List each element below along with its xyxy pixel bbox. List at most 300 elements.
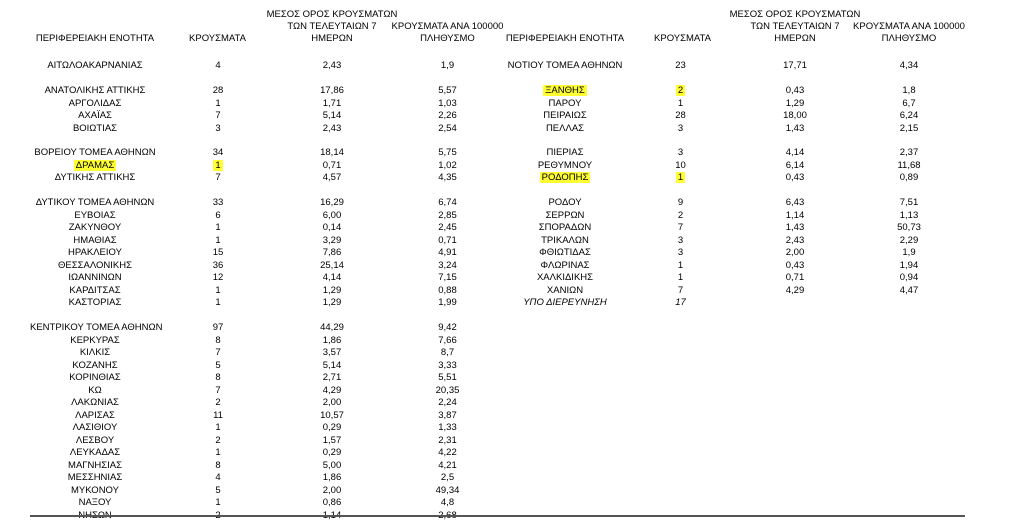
left-cell-region [30,410,160,422]
left-cell-cases-text: 15 [212,247,224,258]
right-table-row [0,260,1014,272]
left-cell-avg-text: 2,71 [322,372,342,383]
left-cell-avg-text: 17,86 [320,85,344,96]
left-cell-region-text: ΛΕΣΒΟΥ [75,435,115,446]
right-cell-avg [725,123,865,135]
left-cell-region-text: ΔΥΤΙΚΗΣ ΑΤΤΙΚΗΣ [54,172,136,183]
left-cell-cases [188,422,248,434]
right-cell-per100k [845,272,973,284]
left-cell-per100k-text: 4,22 [438,447,457,458]
left-cell-region [30,322,163,334]
right-cell-cases [648,285,713,297]
left-cell-per100k-text: 3,87 [438,410,457,421]
left-cell-region [30,372,160,384]
left-table-row [0,485,1014,497]
left-cell-cases-text: 8 [215,460,221,471]
left-header-avg: ΜΕΣΟΣ ΟΡΟΣ ΚΡΟΥΣΜΑΤΩΝ ΤΩΝ ΤΕΛΕΥΤΑΙΩΝ 7 ΗΜΕΡΩΝ [266,9,398,44]
left-cell-per100k-text: 9,42 [438,322,457,333]
right-cell-per100k-text: 1,13 [899,210,919,221]
right-cell-cases-text: 10 [675,160,686,171]
left-cell-per100k [385,410,510,422]
left-header-region: ΠΕΡΙΦΕΡΕΙΑΚΗ ΕΝΟΤΗΤΑ [35,33,155,44]
left-cell-avg [262,360,402,372]
left-cell-per100k-text: 6,74 [438,197,457,208]
right-cell-avg [725,85,865,97]
left-cell-cases-text: 4 [215,60,221,71]
left-table-row [0,372,1014,384]
left-cell-cases [188,385,248,397]
right-table-row [0,123,1014,135]
right-cell-region-text: ΤΡΙΚΑΛΩΝ [541,235,589,246]
left-cell-region [30,360,160,372]
left-table-row [0,397,1014,409]
left-cell-region-text: ΒΟΙΩΤΙΑΣ [72,123,118,134]
right-cell-per100k [845,260,973,272]
right-cell-region [500,172,630,184]
right-cell-cases-text: 28 [675,110,686,121]
left-cell-per100k-text: 5,57 [438,85,457,96]
left-cell-cases [188,360,248,372]
left-cell-cases [188,497,248,509]
left-cell-region-text: ΚΟΡΙΝΘΙΑΣ [69,372,121,383]
right-cell-avg [725,147,865,159]
left-cell-cases-text: 1 [215,497,221,508]
right-cell-region-text: ΧΑΝΙΩΝ [546,285,584,296]
right-cell-avg [725,260,865,272]
left-cell-avg [262,397,402,409]
right-cell-cases [648,222,713,234]
left-cell-avg [262,385,402,397]
right-cell-per100k-text: 6,24 [899,110,919,121]
left-cell-cases-text: 1 [215,98,221,109]
right-cell-region-text: ΡΟΔΟΠΗΣ [541,172,589,183]
left-cell-region-text: ΕΥΒΟΙΑΣ [74,210,116,221]
right-cell-per100k [845,297,973,309]
left-cell-avg [262,460,402,472]
left-cell-region-text: ΔΥΤΙΚΟΥ ΤΟΜΕΑ ΑΘΗΝΩΝ [35,197,155,208]
left-cell-region [30,335,160,347]
left-cell-region [30,472,160,484]
right-cell-avg [725,297,865,309]
right-cell-region-text: ΠΕΙΡΑΙΩΣ [543,110,587,121]
right-cell-avg-text: 2,43 [785,235,805,246]
left-cell-cases-text: 34 [212,147,224,158]
right-cell-cases-text: 3 [677,247,684,258]
right-table-row [0,210,1014,222]
left-cell-avg-text: 3,57 [322,347,342,358]
left-cell-per100k [385,372,510,384]
left-cell-region-text: ΑΙΤΩΛΟΑΚΑΡΝΑΝΙΑΣ [47,60,143,71]
left-cell-per100k-text: 4,35 [438,172,457,183]
left-cell-region-text: ΑΡΓΟΛΙΔΑΣ [68,98,122,109]
right-cell-region-text: ΝΟΤΙΟΥ ΤΟΜΕΑ ΑΘΗΝΩΝ [507,60,623,71]
left-cell-per100k-text: 2,54 [438,123,457,134]
right-cell-cases [648,247,713,259]
left-cell-region [30,447,160,459]
right-table-row [0,235,1014,247]
right-table-row [0,60,1014,72]
left-cell-avg [262,322,402,334]
left-cell-cases-text: 8 [215,335,221,346]
left-cell-region-text: ΑΧΑΪΑΣ [78,110,112,121]
left-cell-cases-text: 1 [215,160,221,171]
left-cell-avg [262,485,402,497]
left-table-row [0,347,1014,359]
right-cell-per100k [845,160,973,172]
left-cell-per100k [385,422,510,434]
left-cell-per100k [385,385,510,397]
left-cell-cases [188,397,248,409]
right-cell-avg [725,210,865,222]
right-cell-per100k-text: 0,89 [899,172,919,183]
right-cell-per100k-text: 6,7 [902,98,916,109]
left-cell-region-text: ΜΑΓΝΗΣΙΑΣ [68,460,122,471]
left-cell-region [30,435,160,447]
left-cell-cases-text: 6 [215,210,221,221]
left-cell-avg-text: 25,14 [320,260,344,271]
left-cell-region-text: ΚΕΝΤΡΙΚΟΥ ΤΟΜΕΑ ΑΘΗΝΩΝ [30,322,163,333]
right-cell-cases-text: 17 [675,297,686,308]
left-cell-cases-text: 1 [215,235,221,246]
right-cell-avg [725,235,865,247]
left-table-row [0,447,1014,459]
left-cell-region [30,347,160,359]
right-cell-cases-text: 1 [677,260,684,271]
left-cell-region-text: ΚΑΣΤΟΡΙΑΣ [68,297,122,308]
left-table-row [0,497,1014,509]
left-cell-cases [188,435,248,447]
left-cell-avg [262,447,402,459]
right-cell-region [500,197,630,209]
right-cell-region [500,60,630,72]
right-cell-cases-text: 9 [677,197,684,208]
right-cell-region [500,210,630,222]
right-cell-cases-text: 1 [677,172,684,183]
left-cell-region-text: ΛΑΡΙΣΑΣ [75,410,115,421]
left-table-row [0,322,1014,334]
right-cell-avg-text: 0,43 [785,260,805,271]
left-cell-avg-text: 5,14 [322,110,342,121]
left-cell-avg-text: 10,57 [320,410,344,421]
left-cell-region-text: ΜΥΚΟΝΟΥ [71,485,119,496]
left-cell-cases [188,460,248,472]
left-cell-per100k-text: 1,03 [438,98,457,109]
right-cell-region [500,123,630,135]
right-cell-region-text: ΡΟΔΟΥ [548,197,582,208]
left-table-row [0,435,1014,447]
left-cell-cases-text: 8 [215,372,221,383]
left-table-row [0,385,1014,397]
left-cell-cases [188,485,248,497]
right-cell-region [500,297,630,309]
left-cell-avg-text: 2,43 [322,123,342,134]
right-cell-cases [648,147,713,159]
left-cell-cases-text: 12 [212,272,224,283]
right-cell-cases-text: 3 [677,147,684,158]
left-cell-per100k-text: 3,33 [438,360,457,371]
left-cell-cases-text: 1 [215,222,221,233]
right-cell-region [500,247,630,259]
left-cell-region-text: ΚΩ [88,385,102,396]
right-cell-avg-text: 6,14 [785,160,805,171]
left-cell-per100k-text: 4,8 [440,497,455,508]
right-cell-avg-text: 1,43 [785,123,805,134]
left-cell-region-text: ΖΑΚΥΝΘΟΥ [68,222,122,233]
right-cell-region [500,235,630,247]
right-table-row [0,247,1014,259]
right-cell-per100k [845,247,973,259]
left-cell-per100k-text: 49,34 [435,485,460,496]
right-header-avg: ΜΕΣΟΣ ΟΡΟΣ ΚΡΟΥΣΜΑΤΩΝ ΤΩΝ ΤΕΛΕΥΤΑΙΩΝ 7 ΗΜΕΡΩΝ [729,9,861,44]
right-cell-cases-text: 2 [677,210,684,221]
right-cell-region-text: ΧΑΛΚΙΔΙΚΗΣ [536,272,594,283]
right-cell-avg-text: 0,43 [785,172,805,183]
left-cell-region-text: ΒΟΡΕΙΟΥ ΤΟΜΕΑ ΑΘΗΝΩΝ [34,147,156,158]
left-cell-cases [188,410,248,422]
right-header-region: ΠΕΡΙΦΕΡΕΙΑΚΗ ΕΝΟΤΗΤΑ [505,33,625,44]
left-cell-per100k-text: 2,26 [438,110,457,121]
left-cell-avg [262,435,402,447]
left-cell-per100k [385,335,510,347]
left-cell-cases-text: 97 [212,322,224,333]
left-cell-avg-text: 2,00 [322,485,342,496]
left-cell-per100k [385,360,510,372]
right-cell-avg-text: 18,00 [783,110,807,121]
right-cell-per100k [845,98,973,110]
right-cell-region-text: ΠΙΕΡΙΑΣ [546,147,584,158]
right-cell-cases [648,160,713,172]
right-table-row [0,297,1014,309]
right-cell-region-text: ΣΠΟΡΑΔΩΝ [538,222,592,233]
right-cell-avg [725,160,865,172]
left-cell-avg-text: 1,86 [322,335,342,346]
left-cell-cases-text: 33 [212,197,224,208]
left-header-cases: ΚΡΟΥΣΜΑΤΑ [189,33,246,44]
left-cell-per100k-text: 4,91 [438,247,457,258]
left-cell-per100k-text: 2,85 [438,210,457,221]
right-cell-per100k [845,210,973,222]
left-cell-per100k [385,485,510,497]
left-cell-per100k-text: 1,99 [438,297,457,308]
right-cell-per100k [845,235,973,247]
left-cell-per100k [385,460,510,472]
right-cell-avg [725,285,865,297]
right-cell-per100k [845,85,973,97]
left-cell-avg [262,410,402,422]
left-cell-per100k-text: 1,33 [438,422,457,433]
right-cell-region-text: ΦΛΩΡΙΝΑΣ [540,260,590,271]
left-cell-avg-text: 1,86 [322,472,342,483]
right-cell-cases [648,123,713,135]
right-cell-cases [648,110,713,122]
right-table-row [0,285,1014,297]
left-header-per100k: ΚΡΟΥΣΜΑΤΑ ΑΝΑ 100000 ΠΛΗΘΥΣΜΟ [391,21,504,44]
left-cell-avg-text: 7,86 [322,247,342,258]
right-cell-region-text: ΥΠΟ ΔΙΕΡΕΥΝΗΣΗ [523,297,607,308]
left-cell-per100k [385,497,510,509]
left-table-row [0,410,1014,422]
left-cell-region-text: ΛΑΣΙΘΙΟΥ [72,422,118,433]
right-cell-region [500,85,630,97]
left-table-row [0,472,1014,484]
left-cell-cases-text: 5 [215,360,221,371]
right-cell-avg [725,60,865,72]
right-cell-cases [648,272,713,284]
right-cell-avg-text: 2,00 [785,247,805,258]
bottom-rule [30,515,965,517]
right-cell-cases-text: 3 [677,235,684,246]
left-cell-cases-text: 28 [212,85,224,96]
left-cell-per100k-text: 2,45 [438,222,457,233]
right-cell-per100k-text: 50,73 [897,222,921,233]
left-cell-avg [262,472,402,484]
right-cell-cases-text: 1 [677,272,684,283]
left-table-row [0,360,1014,372]
right-cell-per100k [845,110,973,122]
right-table-row [0,197,1014,209]
left-cell-per100k-text: 7,15 [438,272,457,283]
right-cell-region-text: ΠΑΡΟΥ [548,98,582,109]
right-cell-region [500,285,630,297]
right-cell-region [500,260,630,272]
left-cell-avg-text: 0,29 [322,422,342,433]
right-table-row [0,98,1014,110]
left-cell-avg-text: 5,00 [322,460,342,471]
left-cell-avg [262,372,402,384]
right-cell-cases-text: 23 [675,60,686,71]
left-cell-avg-text: 18,14 [320,147,344,158]
right-cell-avg [725,247,865,259]
left-cell-cases-text: 7 [215,347,221,358]
right-cell-cases-text: 7 [677,222,684,233]
right-cell-per100k-text: 4,47 [899,285,919,296]
right-cell-avg-text: 4,14 [785,147,805,158]
right-cell-avg [725,197,865,209]
right-cell-cases [648,210,713,222]
right-cell-avg-text: 1,14 [785,210,805,221]
right-cell-per100k-text: 1,9 [902,247,916,258]
left-cell-per100k [385,447,510,459]
left-cell-region-text: ΜΕΣΣΗΝΙΑΣ [67,472,123,483]
right-cell-per100k [845,172,973,184]
left-cell-avg [262,497,402,509]
left-cell-region-text: ΚΙΛΚΙΣ [79,347,111,358]
right-cell-region-text: ΞΑΝΘΗΣ [545,85,585,96]
right-cell-per100k [845,123,973,135]
right-cell-per100k-text: 1,8 [902,85,916,96]
left-cell-cases-text: 7 [215,385,221,396]
left-cell-avg-text: 1,29 [322,285,342,296]
left-cell-region-text: ΙΩΑΝΝΙΝΩΝ [68,272,122,283]
left-cell-per100k-text: 7,66 [438,335,457,346]
left-cell-region-text: ΗΜΑΘΙΑΣ [73,235,117,246]
left-cell-per100k [385,472,510,484]
left-cell-per100k-text: 4,21 [438,460,457,471]
right-cell-avg-text: 6,43 [785,197,805,208]
left-cell-avg-text: 0,14 [322,222,342,233]
right-cell-region [500,222,630,234]
right-cell-per100k [845,222,973,234]
left-cell-cases-text: 2 [215,397,221,408]
right-cell-avg [725,110,865,122]
left-cell-cases [188,335,248,347]
left-cell-avg [262,347,402,359]
left-cell-per100k-text: 8,7 [440,347,455,358]
right-cell-cases [648,297,713,309]
right-cell-per100k [845,197,973,209]
right-cell-avg [725,172,865,184]
left-cell-region-text: ΝΑΞΟΥ [78,497,112,508]
left-cell-region-text: ΚΕΡΚΥΡΑΣ [70,335,120,346]
right-cell-avg-text: 1,29 [785,98,805,109]
right-cell-cases [648,85,713,97]
left-cell-cases-text: 3 [215,123,221,134]
left-cell-cases [188,447,248,459]
left-cell-per100k-text: 2,5 [440,472,455,483]
left-cell-avg-text: 1,29 [322,297,342,308]
left-cell-region-text: ΛΑΚΩΝΙΑΣ [71,397,119,408]
left-cell-per100k-text: 5,51 [438,372,457,383]
right-cell-per100k-text: 4,34 [899,60,919,71]
left-cell-cases-text: 36 [212,260,224,271]
left-cell-cases-text: 7 [215,172,221,183]
left-cell-per100k-text: 0,88 [438,285,457,296]
left-cell-per100k-text: 5,75 [438,147,457,158]
right-cell-cases [648,260,713,272]
right-cell-cases-text: 2 [677,85,684,96]
left-cell-avg-text: 0,29 [322,447,342,458]
right-cell-region-text: ΦΘΙΩΤΙΔΑΣ [539,247,591,258]
left-cell-avg-text: 1,71 [322,98,342,109]
right-cell-per100k-text: 7,51 [899,197,919,208]
left-cell-cases-text: 1 [215,422,221,433]
left-cell-region-text: ΛΕΥΚΑΔΑΣ [69,447,121,458]
right-table-row [0,110,1014,122]
left-cell-per100k-text: 0,71 [438,235,457,246]
right-cell-per100k [845,60,973,72]
right-cell-region [500,147,630,159]
left-cell-cases [188,472,248,484]
left-cell-avg-text: 16,29 [320,197,344,208]
right-cell-avg-text: 17,71 [783,60,807,71]
right-cell-avg-text: 4,29 [785,285,805,296]
left-cell-region [30,460,160,472]
left-table-row [0,460,1014,472]
right-cell-cases [648,60,713,72]
right-cell-region-text: ΠΕΛΛΑΣ [545,123,585,134]
left-cell-avg-text: 2,43 [322,60,342,71]
right-header-per100k: ΚΡΟΥΣΜΑΤΑ ΑΝΑ 100000 ΠΛΗΘΥΣΜΟ [853,21,965,44]
right-cell-per100k-text: 11,68 [897,160,921,171]
left-cell-avg [262,422,402,434]
left-cell-per100k-text: 1,9 [440,60,455,71]
right-cell-cases-text: 3 [677,123,684,134]
left-cell-region-text: ΑΝΑΤΟΛΙΚΗΣ ΑΤΤΙΚΗΣ [44,85,146,96]
left-cell-avg-text: 4,57 [322,172,342,183]
left-cell-avg-text: 44,29 [320,322,344,333]
left-cell-avg-text: 0,71 [322,160,342,171]
left-cell-per100k-text: 2,31 [438,435,457,446]
right-cell-per100k-text: 2,37 [899,147,919,158]
left-cell-cases-text: 7 [215,110,221,121]
right-table-row [0,147,1014,159]
left-cell-avg-text: 2,00 [322,397,342,408]
right-cell-cases [648,172,713,184]
right-cell-region [500,110,630,122]
right-cell-region [500,160,630,172]
left-cell-region [30,497,160,509]
left-cell-region-text: ΘΕΣΣΑΛΟΝΙΚΗΣ [58,260,132,271]
